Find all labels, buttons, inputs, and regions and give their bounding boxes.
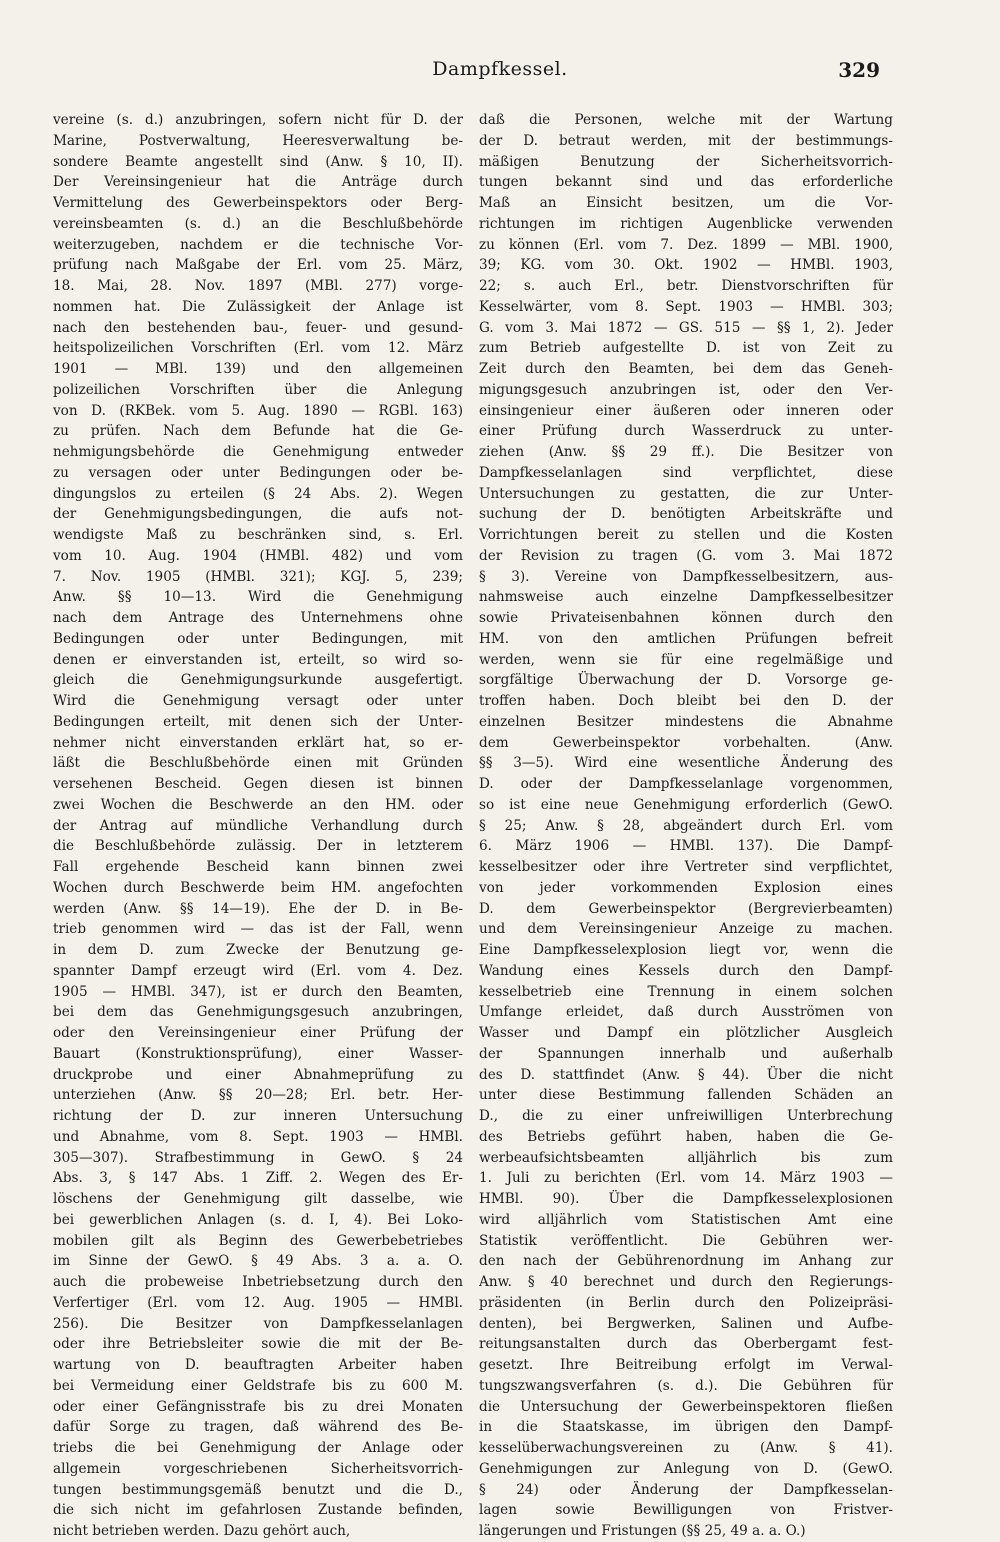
text-line: Genehmigungen zur Anlegung von D. (GewO. [479,1460,893,1477]
text-line: den nach der Gebührenordnung im Anhang zur [479,1253,893,1270]
text-line: der D. betraut werden, mit der bestimmungs- [479,132,893,149]
text-line: Bedingungen oder unter Bedingungen, mit [53,630,463,647]
text-line: bei Vermeidung einer Geldstrafe bis zu 600 M. [53,1377,463,1394]
text-line: Kesselwärter, vom 8. Sept. 1903 — HMBl. 303; [479,298,893,315]
text-line: bei gewerblichen Anlagen (s. d. I, 4). Bei Loko- [53,1211,463,1228]
text-line: 18. Mai, 28. Nov. 1897 (MBl. 277) vorge- [53,278,463,294]
text-line: denten), bei Bergwerken, Salinen und Aufbe- [479,1315,893,1332]
text-line: triebs die bei Genehmigung der Anlage oder [53,1440,463,1456]
text-line: präsidenten (in Berlin durch den Polizeipräsi- [479,1294,893,1311]
text-line: sorgfältige Überwachung der D. Vorsorge ge- [479,672,893,689]
text-line: polizeilichen Vorschriften über die Anlegung [53,381,463,398]
text-line: dingungslos zu erteilen (§ 24 Abs. 2). Wegen [53,485,463,502]
text-line: werbeaufsichtsbeamten alljährlich bis zum [479,1149,893,1166]
text-line: und dem Vereinsingenieur Anzeige zu machen. [479,921,893,938]
text-line: Vorrichtungen bereit zu stellen und die Kosten [479,527,893,543]
text-line: 6. März 1906 — HMBl. 137). Die Dampf- [479,838,893,855]
text-line: § 24) oder Änderung der Dampfkesselan- [479,1481,893,1498]
text-line: die Untersuchung der Gewerbeinspektoren fließen [479,1398,893,1415]
text-line: Verfertiger (Erl. vom 12. Aug. 1905 — HMBl. [53,1294,463,1311]
right-text-column [479,110,893,1542]
text-line: Abs. 3, § 147 Abs. 1 Ziff. 2. Wegen des Er- [53,1170,463,1187]
text-line: in dem D. zum Zwecke der Benutzung ge- [53,942,463,958]
text-line: Wasser und Dampf ein plötzlicher Ausgleich [479,1025,893,1041]
text-line: und Abnahme, vom 8. Sept. 1903 — HMBl. [53,1128,463,1145]
text-line: trieb genommen wird — das ist der Fall, wenn [53,921,463,938]
text-line: Untersuchungen zu gestatten, die zur Unter- [479,485,893,502]
text-line: HM. von den amtlichen Prüfungen befreit [479,630,893,647]
text-line: einzelnen Besitzer mindestens die Abnahme [479,713,893,730]
text-line: bei dem das Genehmigungsgesuch anzubringen, [53,1004,463,1021]
text-line: läßt die Beschlußbehörde einen mit Gründen [53,755,463,772]
text-line: allgemein vorgeschriebenen Sicherheitsvorrich- [53,1460,463,1477]
text-line: Bauart (Konstruktionsprüfung), einer Wasser- [53,1045,463,1062]
text-line: troffen haben. Doch bleibt bei den D. der [479,693,893,709]
text-line: zu versagen oder unter Bedingungen oder be- [53,464,463,481]
text-line: Marine, Postverwaltung, Heeresverwaltung be- [53,132,463,149]
text-line: dem Gewerbeinspektor vorbehalten. (Anw. [479,734,893,751]
text-line: §§ 3—5). Wird eine wesentliche Änderung des [479,755,893,772]
text-line: denen er einverstanden ist, erteilt, so wird so- [53,651,463,668]
text-line: druckprobe und einer Abnahmeprüfung zu [53,1066,463,1083]
text-line: Zeit durch den Beamten, bei dem das Geneh- [479,361,893,377]
text-line: reitungsanstalten durch das Oberbergamt fest- [479,1336,893,1353]
text-line: D. dem Gewerbeinspektor (Bergrevierbeamten) [479,900,893,917]
text-line: der Genehmigungsbedingungen, die aufs not- [53,506,463,523]
text-line: Vermittelung des Gewerbeinspektors oder Berg- [53,195,463,211]
text-line: wird alljährlich vom Statistischen Amt eine [479,1211,893,1228]
text-line: lagen sowie Bewilligungen von Fristver- [479,1502,893,1519]
text-line: vereinsbeamten (s. d.) an die Beschlußbehörde [53,215,463,232]
text-line: gleich die Genehmigungsurkunde ausgefertigt. [53,672,463,689]
text-line: prüfung nach Maßgabe der Erl. vom 25. März, [53,257,463,274]
text-line: 7. Nov. 1905 (HMBl. 321); KGJ. 5, 239; [53,568,463,585]
text-line: zwei Wochen die Beschwerde an den HM. oder [53,796,463,813]
text-line: G. vom 3. Mai 1872 — GS. 515 — §§ 1, 2). Jeder [479,319,893,336]
text-line: § 25; Anw. § 28, abgeändert durch Erl. vom [479,817,893,834]
text-line: tungen bekannt sind und das erforderliche [479,174,893,191]
text-line: kesselüberwachungsvereinen zu (Anw. § 41). [479,1440,893,1456]
text-line: 22; s. auch Erl., betr. Dienstvorschriften für [479,278,893,294]
text-line: weiterzugeben, nachdem er die technische Vor- [53,236,463,253]
text-line: einsingenieur einer äußeren oder inneren oder [479,402,893,419]
text-line: unterziehen (Anw. §§ 20—28; Erl. betr. Her- [53,1087,463,1104]
text-line: spannter Dampf erzeugt wird (Erl. vom 4. Dez. [53,962,463,979]
text-line: Der Vereinsingenieur hat die Anträge durch [53,174,463,191]
text-line: tungszwangsverfahren (s. d.). Die Gebühren für [479,1377,893,1394]
text-line: 305—307). Strafbestimmung in GewO. § 24 [53,1149,463,1166]
text-line: Statistik veröffentlicht. Die Gebühren wer- [479,1232,893,1249]
text-line: in die Staatskasse, im übrigen den Dampf- [479,1419,893,1436]
text-line: 1905 — HMBl. 347), ist er durch den Beamten, [53,983,463,1000]
text-line: 39; KG. vom 30. Okt. 1902 — HMBl. 1903, [479,257,893,274]
text-line: heitspolizeilichen Vorschriften (Erl. vom 12. März [53,340,463,357]
text-line: nahmsweise auch einzelne Dampfkesselbesitzer [479,589,893,606]
text-line: nehmigungsbehörde die Genehmigung entweder [53,444,463,460]
text-line: im Sinne der GewO. § 49 Abs. 3 a. a. O. [53,1253,463,1270]
text-line: Wandung eines Kessels durch den Dampf- [479,962,893,979]
page-number: 329 [838,58,880,82]
text-line: kesselbesitzer oder ihre Vertreter sind verpflichtet, [479,859,893,875]
text-line: Fall ergehende Bescheid kann binnen zwei [53,859,463,875]
text-line: dafür Sorge zu tragen, daß während des Be- [53,1419,463,1436]
text-line: oder den Vereinsingenieur einer Prüfung der [53,1025,463,1041]
text-line: längerungen und Fristungen (§§ 25, 49 a. a. O.) [479,1523,806,1539]
text-line: nach den bestehenden bau-, feuer- und gesund- [53,319,463,336]
text-line: tungen bestimmungsgemäß benutzt und die D., [53,1481,463,1498]
text-line: nommen hat. Die Zulässigkeit der Anlage ist [53,298,463,315]
text-line: ziehen (Anw. §§ 29 ff.). Die Besitzer von [479,444,893,460]
text-line: zum Betrieb aufgestellte D. ist von Zeit zu [479,340,893,357]
text-line: unter diese Bestimmung fallenden Schäden an [479,1087,893,1104]
text-line: so ist eine neue Genehmigung erforderlich (GewO. [479,796,893,813]
text-line: sowie Privateisenbahnen können durch den [479,610,893,626]
text-line: 256). Die Besitzer von Dampfkesselanlagen [53,1315,463,1332]
text-line: von D. (RKBek. vom 5. Aug. 1890 — RGBl. 163) [53,402,463,419]
text-line: der Antrag auf mündliche Verhandlung durch [53,817,463,834]
text-line: Bedingungen erteilt, mit denen sich der Unter- [53,713,463,730]
text-line: suchung der D. benötigten Arbeitskräfte und [479,506,893,523]
text-line: HMBl. 90). Über die Dampfkesselexplosionen [479,1191,893,1207]
text-line: mobilen gilt als Beginn des Gewerbebetriebes [53,1232,463,1249]
text-line: vom 10. Aug. 1904 (HMBl. 482) und vom [53,547,463,564]
text-line: wartung von D. beauftragten Arbeiter haben [53,1357,463,1373]
text-line: einer Prüfung durch Wasserdruck zu unter- [479,423,893,440]
text-line: Umfange erleidet, daß durch Ausströmen von [479,1004,893,1021]
text-line: Anw. §§ 10—13. Wird die Genehmigung [53,589,463,606]
text-line: die sich nicht im gefahrlosen Zustande befinden, [53,1502,463,1519]
text-line: nehmer nicht einverstanden erklärt hat, so er- [53,734,463,751]
text-line: von jeder vorkommenden Explosion eines [479,879,893,896]
text-line: des Betriebs geführt haben, haben die Ge- [479,1128,893,1145]
text-line: daß die Personen, welche mit der Wartung [479,112,893,128]
text-line: D. oder der Dampfkesselanlage vorgenommen, [479,776,893,792]
text-line: die Beschlußbehörde zulässig. Der in letzterem [53,838,463,855]
text-line: des D. stattfindet (Anw. § 44). Über die nicht [479,1066,893,1083]
text-line: mäßigen Benutzung der Sicherheitsvorrich- [479,153,893,170]
text-line: migungsgesuch anzubringen ist, oder den Ver- [479,381,893,398]
text-line: gesetzt. Ihre Beitreibung erfolgt im Verwal- [479,1357,893,1373]
text-line: 1. Juli zu berichten (Erl. vom 14. März 1903 — [479,1170,893,1187]
text-line: oder einer Gefängnisstrafe bis zu drei Monaten [53,1398,463,1415]
text-line: sondere Beamte angestellt sind (Anw. § 10, II). [53,153,463,170]
running-title: Dampfkessel. [432,58,568,80]
text-line: D., die zu einer unfreiwilligen Unterbrechung [479,1108,893,1124]
text-line: richtungen im richtigen Augenblicke verwenden [479,215,893,232]
text-line: richtung der D. zur inneren Untersuchung [53,1108,463,1124]
text-line: auch die probeweise Inbetriebsetzung durch den [53,1274,463,1290]
text-line: nicht betrieben werden. Dazu gehört auch, [53,1523,351,1539]
text-line: Dampfkesselanlagen sind verpflichtet, diese [479,464,893,481]
text-line: oder ihre Betriebsleiter sowie die mit der Be- [53,1336,463,1353]
text-line: versehenen Bescheid. Gegen diesen ist binnen [53,776,463,792]
text-line: löschens der Genehmigung gilt dasselbe, wie [53,1191,463,1207]
running-head [0,58,1000,88]
text-line: Wochen durch Beschwerde beim HM. angefochten [53,879,463,896]
text-line: werden, wenn sie für eine regelmäßige und [479,651,893,668]
text-line: vereine (s. d.) anzubringen, sofern nicht für D. der [53,112,463,128]
text-line: 1901 — MBl. 139) und den allgemeinen [53,361,463,377]
text-line: § 3). Vereine von Dampfkesselbesitzern, aus- [479,568,893,585]
left-text-column [53,110,463,1542]
text-line: zu können (Erl. vom 7. Dez. 1899 — MBl. 1900, [479,236,893,253]
text-line: nach dem Antrage des Unternehmens ohne [53,610,463,626]
text-line: Eine Dampfkesselexplosion liegt vor, wenn die [479,942,893,958]
text-line: Maß an Einsicht besitzen, um die Vor- [479,195,893,211]
text-line: Wird die Genehmigung versagt oder unter [53,693,463,709]
text-line: der Revision zu tragen (G. vom 3. Mai 1872 [479,547,893,564]
text-line: zu prüfen. Nach dem Befunde hat die Ge- [53,423,463,440]
text-line: wendigste Maß zu beschränken sind, s. Erl. [53,527,463,543]
text-line: kesselbetrieb eine Trennung in einem solchen [479,983,893,1000]
text-line: der Spannungen innerhalb und außerhalb [479,1045,893,1062]
text-line: Anw. § 40 berechnet und durch den Regierungs- [479,1274,893,1290]
text-line: werden (Anw. §§ 14—19). Ehe der D. in Be- [53,900,463,917]
